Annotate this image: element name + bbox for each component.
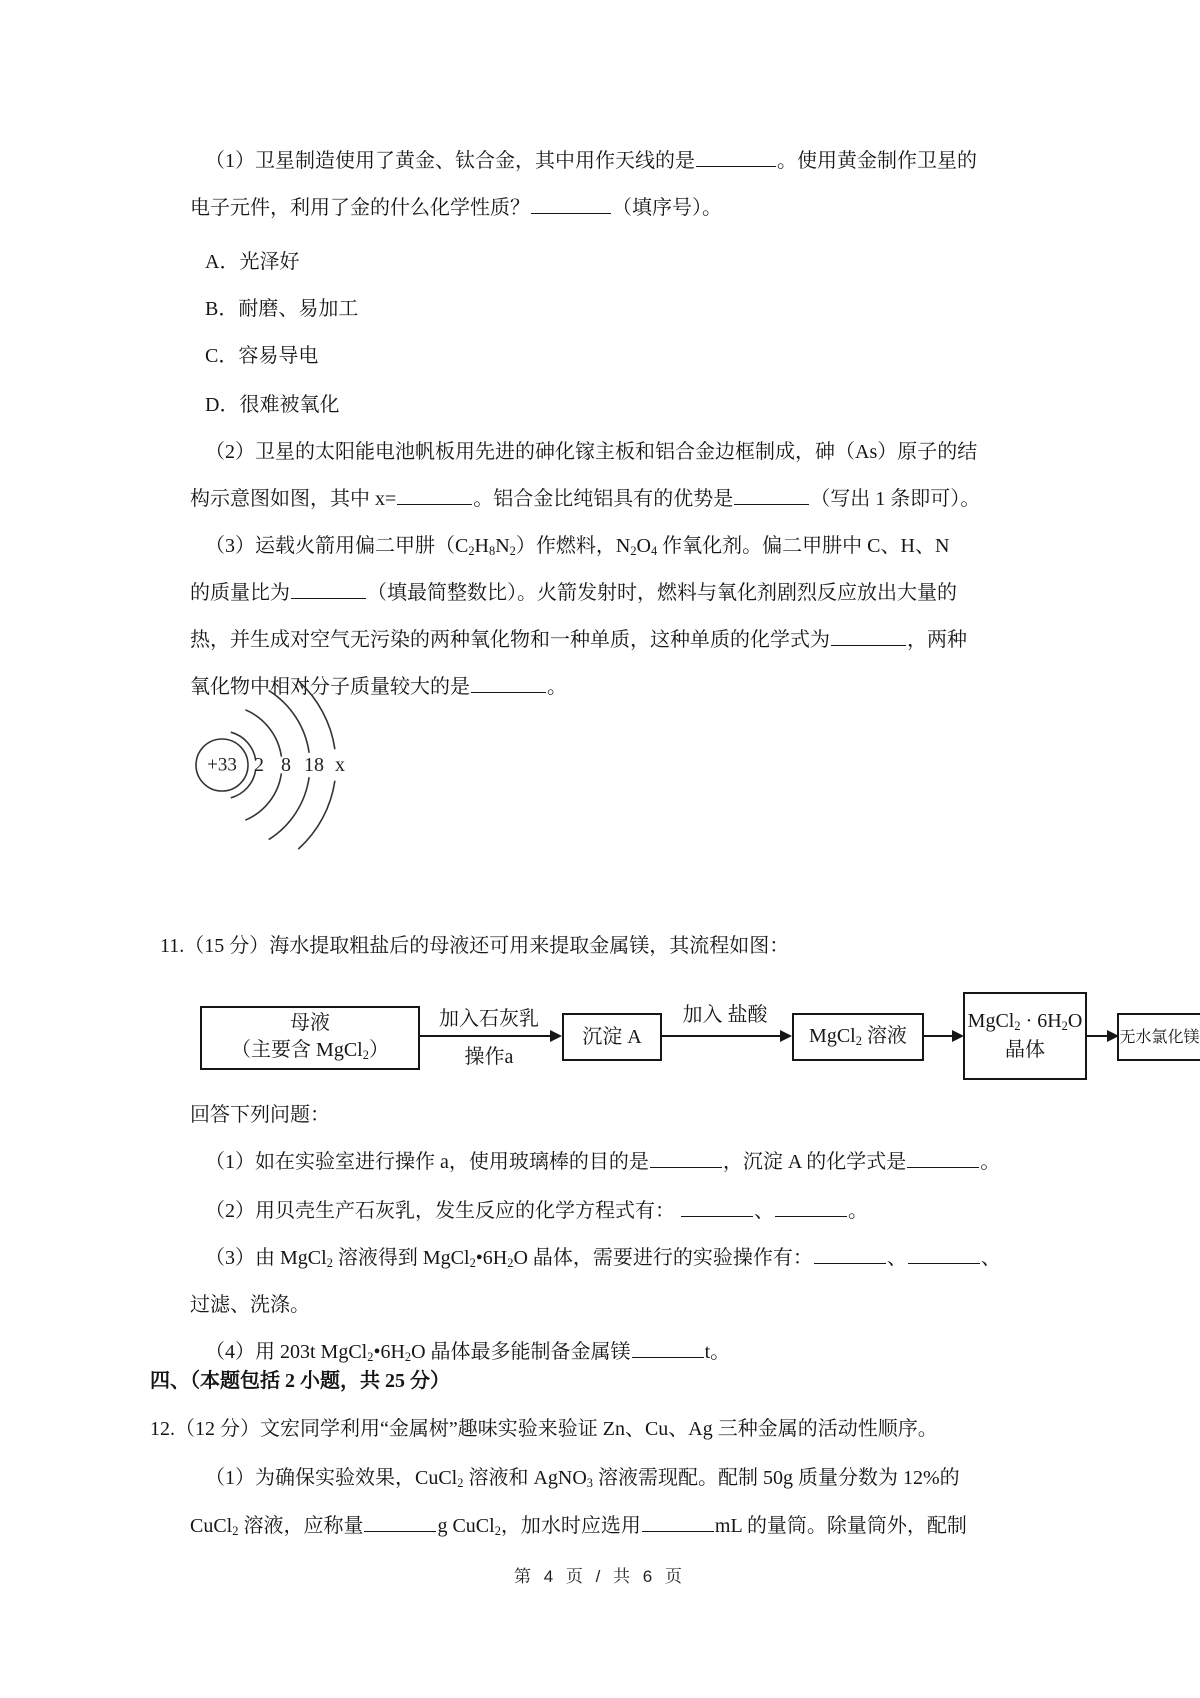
text-run: 母液	[290, 1012, 330, 1034]
text-run: 四、（本题包括 2 小题，共 25 分）	[150, 1370, 450, 1392]
flow-arrow-4	[1085, 1035, 1117, 1037]
electron-shell-arc	[298, 681, 335, 749]
shell-electron-count-3: 18	[304, 754, 324, 776]
subscript-text: 2	[457, 1476, 464, 1491]
subscript-text: 2	[232, 1524, 239, 1539]
answer-blank	[632, 1338, 704, 1358]
q10-3-line2	[190, 578, 957, 608]
text-run: （1）卫星制造使用了黄金、钛合金，其中用作天线的是	[205, 150, 695, 172]
text-run: 晶体	[1005, 1039, 1045, 1061]
flow-arrow-2	[660, 1035, 790, 1037]
text-run: 溶液和 AgNO	[463, 1467, 587, 1489]
text-run: mL 的量筒。除量筒外，配制	[714, 1515, 967, 1537]
text-run: 溶液需现配。配制 50g 质量分数为 12%的	[593, 1467, 960, 1489]
flowchart-box-line	[1119, 1024, 1199, 1051]
answer-blank	[397, 485, 472, 505]
text-run: 。	[848, 1200, 868, 1222]
text-run: 。	[980, 1151, 1001, 1173]
subscript-text: 2	[468, 544, 475, 559]
electron-shell-arc	[245, 773, 281, 820]
subscript-text: 2	[855, 1033, 862, 1048]
answer-blank	[696, 147, 776, 167]
subscript-text: 8	[489, 544, 496, 559]
flow-arrow-2-label-top: 加入 盐酸	[682, 1004, 768, 1026]
flowchart-box-line	[290, 1010, 330, 1037]
page-footer: 第 4 页 / 共 6 页	[514, 1567, 686, 1586]
nucleus-charge-label: +33	[207, 754, 237, 776]
q11-3-line1	[205, 1243, 1001, 1275]
text-run: H	[474, 535, 489, 557]
answer-blank	[642, 1512, 714, 1532]
text-run: 过滤、洗涤。	[190, 1294, 310, 1316]
text-run: （2）用贝壳生产石灰乳，发生反应的化学方程式有：	[205, 1200, 680, 1222]
option-c	[205, 341, 318, 371]
text-run: 、	[886, 1247, 907, 1269]
subscript-text: 2	[509, 544, 516, 559]
text-run: （主要含 MgCl	[231, 1039, 363, 1061]
q11-answer-prompt	[190, 1100, 330, 1130]
subscript-text: 3	[586, 1476, 593, 1491]
shell-electron-count-2: 8	[281, 754, 291, 776]
text-run: g CuCl	[437, 1515, 495, 1537]
flowchart-box-line	[968, 1008, 1083, 1037]
text-run: ，沉淀 A 的化学式是	[722, 1151, 907, 1173]
text-run: O	[636, 535, 651, 557]
flow-arrow-1-label-bottom: 操作a	[464, 1046, 514, 1068]
answer-blank	[907, 1148, 979, 1168]
text-run: ）	[368, 1039, 389, 1061]
subscript-text: 2	[494, 1524, 501, 1539]
option-b	[205, 294, 358, 324]
text-run: 沉淀 A	[582, 1025, 642, 1048]
text-run: O 晶体最多能制备金属镁	[411, 1341, 631, 1363]
q10-3-line3	[190, 625, 967, 655]
option-a	[205, 247, 299, 277]
text-run: MgCl	[809, 1024, 856, 1047]
subscript-text: 2	[630, 544, 637, 559]
electron-shell-arc	[269, 777, 310, 839]
q11-3-line2	[190, 1290, 310, 1320]
q11-2	[205, 1196, 868, 1226]
text-run: t。	[704, 1341, 731, 1363]
subscript-text: 2	[469, 1256, 476, 1271]
text-run: ，加水时应选用	[500, 1515, 641, 1537]
text-run: 无水氯化镁	[1119, 1028, 1200, 1046]
subscript-text: 2	[1014, 1019, 1021, 1034]
subscript-text: 2	[1061, 1019, 1068, 1034]
text-run: 溶液	[861, 1024, 907, 1047]
answer-blank	[908, 1244, 980, 1264]
text-run: •6H	[475, 1247, 508, 1269]
text-run: （写出 1 条即可）。	[810, 488, 981, 510]
text-run: （1）为确保实验效果，CuCl	[205, 1467, 458, 1489]
text-run: 。	[547, 676, 567, 698]
answer-blank	[471, 673, 546, 693]
shell-electron-count-1: 2	[254, 754, 264, 776]
text-run: （填序号）。	[612, 197, 722, 219]
flowchart-box-line	[231, 1037, 389, 1066]
q12-stem	[150, 1414, 938, 1444]
answer-blank	[364, 1512, 436, 1532]
text-run: CuCl	[190, 1515, 233, 1537]
text-run: O	[1067, 1010, 1083, 1032]
q12-1-line2	[190, 1511, 967, 1543]
text-run: D．很难被氧化	[205, 394, 340, 416]
subscript-text: 2	[367, 1350, 374, 1365]
flow-arrow-1-label-top: 加入石灰乳	[439, 1008, 539, 1030]
subscript-text: 4	[650, 544, 658, 559]
text-run: （4）用 203t MgCl	[205, 1341, 368, 1363]
text-run: MgCl	[967, 1010, 1015, 1032]
text-run: 热，并生成对空气无污染的两种氧化物和一种单质，这种单质的化学式为	[190, 629, 830, 651]
q11-1	[205, 1147, 1000, 1177]
text-run: 。使用黄金制作卫星的	[777, 150, 977, 172]
arrow-head-icon	[780, 1030, 792, 1042]
q10-2-line1	[205, 437, 977, 467]
text-run: N	[495, 535, 510, 557]
text-run: 。铝合金比纯铝具有的优势是	[473, 488, 734, 510]
text-run: （3）运载火箭用偏二甲肼（C	[205, 535, 469, 557]
answer-blank	[650, 1148, 722, 1168]
text-run: ）作燃料，N	[515, 535, 631, 557]
shell-electron-count-4: x	[335, 754, 345, 776]
answer-blank	[831, 626, 906, 646]
text-run: 的质量比为	[190, 582, 290, 604]
electron-shell-arc	[245, 710, 281, 757]
answer-blank	[814, 1244, 886, 1264]
answer-blank	[531, 194, 611, 214]
text-run: O 晶体，需要进行的实验操作有：	[513, 1247, 813, 1269]
text-run: （3）由 MgCl	[205, 1247, 327, 1269]
text-run: 11.（15 分）海水提取粗盐后的母液还可用来提取金属镁，其流程如图：	[160, 935, 790, 957]
flowchart-box-anhydrous-mgcl2	[1117, 1013, 1200, 1061]
flowchart-box-line	[809, 1023, 907, 1052]
flowchart-box-line	[1005, 1037, 1045, 1064]
section-4-heading	[150, 1366, 450, 1396]
q11-4	[205, 1337, 730, 1369]
subscript-text: 2	[326, 1256, 333, 1271]
option-d	[205, 390, 339, 420]
answer-blank	[734, 485, 809, 505]
text-run: · 6H	[1020, 1010, 1062, 1032]
text-run: 溶液得到 MgCl	[332, 1247, 470, 1269]
q10-1-line2	[190, 193, 722, 223]
subscript-text: 2	[404, 1350, 412, 1365]
text-run: 回答下列问题：	[190, 1104, 330, 1126]
q10-3-line1	[205, 531, 949, 563]
text-run: 构示意图如图，其中 x=	[190, 488, 397, 510]
electron-shell-arc	[298, 781, 335, 849]
q11-stem	[160, 931, 789, 961]
answer-blank	[775, 1197, 847, 1217]
text-run: C．容易导电	[205, 345, 319, 367]
subscript-text: 2	[362, 1048, 369, 1063]
q10-1-line1	[205, 146, 977, 176]
text-run: B．耐磨、易加工	[205, 298, 359, 320]
flowchart-box-mgcl2-crystal	[963, 992, 1087, 1080]
text-run: （2）卫星的太阳能电池帆板用先进的砷化镓主板和铝合金边框制成，砷（As）原子的结	[205, 441, 978, 463]
text-run: 、	[754, 1200, 774, 1222]
flow-arrow-3	[922, 1035, 962, 1037]
text-run: A．光泽好	[205, 251, 300, 273]
electron-shell-arc	[269, 690, 310, 752]
text-run: 作氧化剂。偏二甲肼中 C、H、N	[657, 535, 950, 557]
subscript-text: 2	[507, 1256, 514, 1271]
flowchart-box-mgcl2-solution	[792, 1013, 924, 1061]
answer-blank	[291, 579, 366, 599]
text-run: 电子元件，利用了金的什么化学性质？	[190, 197, 530, 219]
atom-structure-diagram	[168, 680, 378, 880]
flowchart-box-line	[582, 1024, 641, 1051]
flowchart-box-mother-liquor	[200, 1006, 420, 1070]
text-run: 、	[980, 1247, 1001, 1269]
text-run: 氧化物中相对分子质量较大的是	[190, 676, 470, 698]
q10-2-line2	[190, 484, 980, 514]
flowchart-box-precipitate-a	[562, 1013, 662, 1061]
text-run: 12.（12 分）文宏同学利用“金属树”趣味实验来验证 Zn、Cu、Ag 三种金属的活动性顺序。	[150, 1418, 938, 1440]
text-run: （1）如在实验室进行操作 a，使用玻璃棒的目的是	[205, 1151, 649, 1173]
text-run: •6H	[373, 1341, 405, 1363]
text-run: ，两种	[907, 629, 967, 651]
text-run: （填最简整数比）。火箭发射时，燃料与氧化剂剧烈反应放出大量的	[367, 582, 957, 604]
answer-blank	[681, 1197, 753, 1217]
q12-1-line1	[205, 1463, 960, 1495]
flow-arrow-1	[418, 1035, 560, 1037]
text-run: 溶液，应称量	[238, 1515, 364, 1537]
